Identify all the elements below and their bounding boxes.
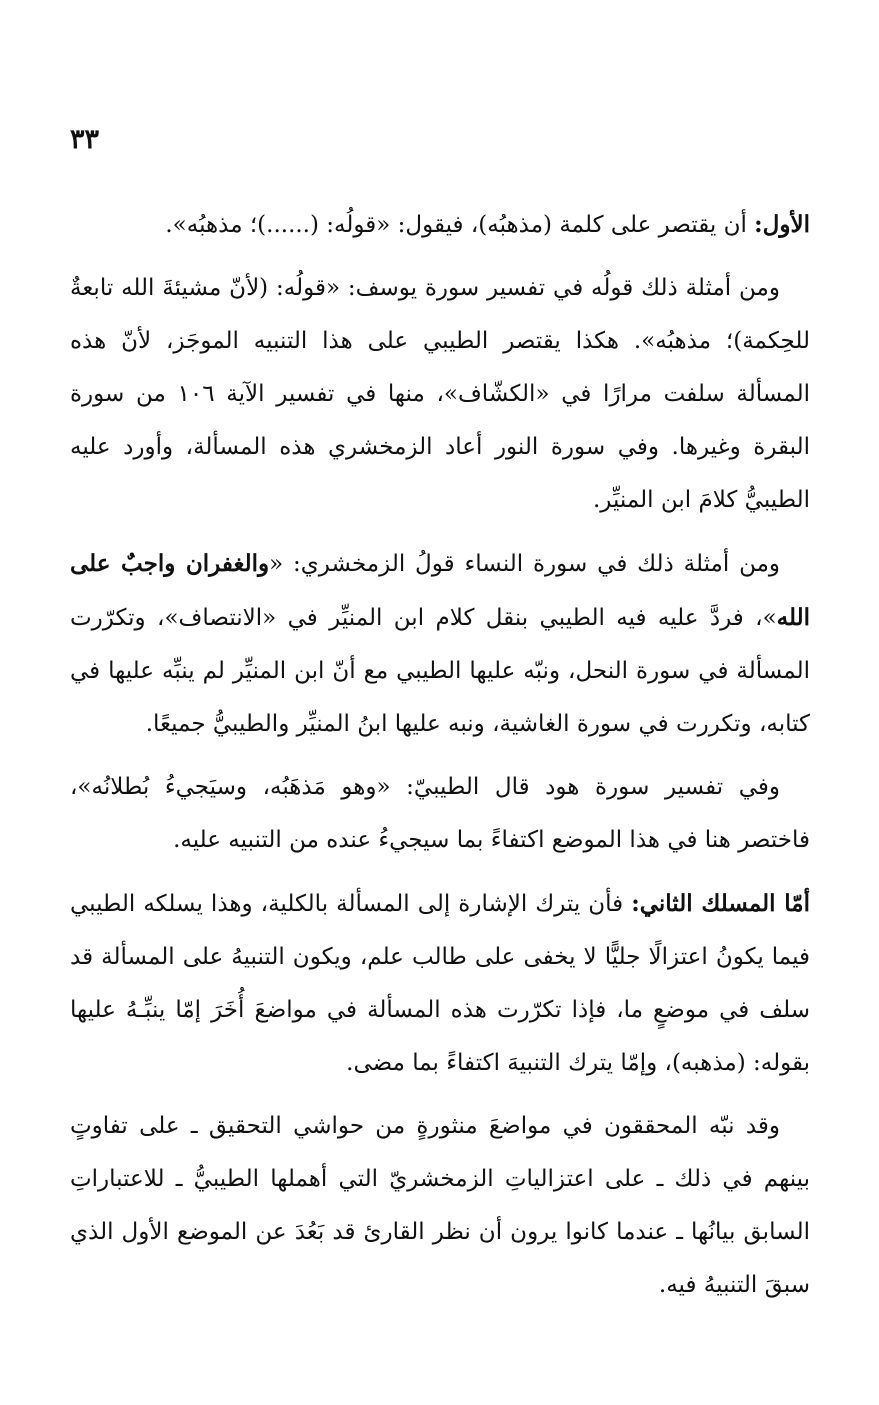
body-text (70, 198, 810, 1322)
paragraph-editors-note (70, 1100, 810, 1312)
paragraph-text: فأن يترك الإشارة إلى المسألة بالكلية، وهذا يسلكه الطيبي فيما يكونُ اعتزالًا جليًّا لا يخفى على طالب علم، ويكون التنبيهُ على المسألة قد سلف في موضعٍ ما، فإذا تكرّرت هذه المسألة في مواضعَ أُخَرَ إمّا ينبِّـهُ عليها بقوله: (مذهبه)، وإمّا يترك التنبيهَ اكتفاءً بما مضى. (70, 891, 810, 1076)
paragraph-hud-example (70, 761, 810, 867)
paragraph-nisa-example (70, 537, 810, 751)
paragraph-text: وفي تفسير سورة هود قال الطيبيّ: «وهو مَذهَبُه، وسيَجيءُ بُطلانُه»، فاختصر هنا في هذا الموضع اكتفاءً بما سيجيءُ عنده من التنبيه عليه. (70, 774, 810, 853)
method-heading-first: الأول: (754, 211, 810, 238)
paragraph-text: أن يقتصر على كلمة (مذهبُه)، فيقول: «قولُه: (......)؛ مذهبُه». (165, 212, 755, 238)
paragraph-second-method (70, 877, 810, 1090)
paragraph-first-method (70, 198, 810, 252)
page-number: ٣٣ (70, 124, 100, 155)
paragraph-text: وقد نبّه المحققون في مواضعَ منثورةٍ من حواشي التحقيق ـ على تفاوتٍ بينهم في ذلك ـ على اعتزالياتِ الزمخشريّ التي أهملها الطيبيُّ ـ للاعتباراتِ السابق بيانُها ـ عندما كانوا يرون أن نظر القارئ قد بَعُدَ عن الموضع الأول الذي سبقَ التنبيهُ فيه. (70, 1113, 810, 1298)
paragraph-text: ومن أمثلة ذلك قولُه في تفسير سورة يوسف: «قولُه: (لأنّ مشيئةَ الله تابعةٌ للحِكمة)؛ مذهبُه». هكذا يقتصر الطيبي على هذا التنبيه الموجَز، لأنّ هذه المسألة سلفت مرارًا في «الكشّاف»، منها في تفسير الآية ١٠٦ من سورة البقرة وغيرها. وفي سورة النور أعاد الزمخشري هذه المسألة، وأورد عليه الطيبيُّ كلامَ ابن المنيِّر. (70, 275, 810, 513)
method-heading-second: أمّا المسلك الثاني: (631, 890, 811, 917)
paragraph-text-before-quote: ومن أمثلة ذلك في سورة النساء قولُ الزمخشري: « (269, 551, 781, 577)
paragraph-text-after-quote: »، فردَّ عليه فيه الطيبي بنقل كلام ابن المنيِّر في «الانتصاف»، وتكرّرت المسألة في سورة النحل، ونبّه عليها الطيبي مع أنّ ابن المنيِّر لم ينبِّه عليها في كتابه، وتكررت في سورة الغاشية، ونبه عليها ابنُ المنيِّر والطيبيُّ جميعًا. (70, 605, 810, 737)
bold-quote: والغفران واجبٌ على الله (70, 550, 810, 631)
paragraph-yusuf-example (70, 262, 810, 527)
